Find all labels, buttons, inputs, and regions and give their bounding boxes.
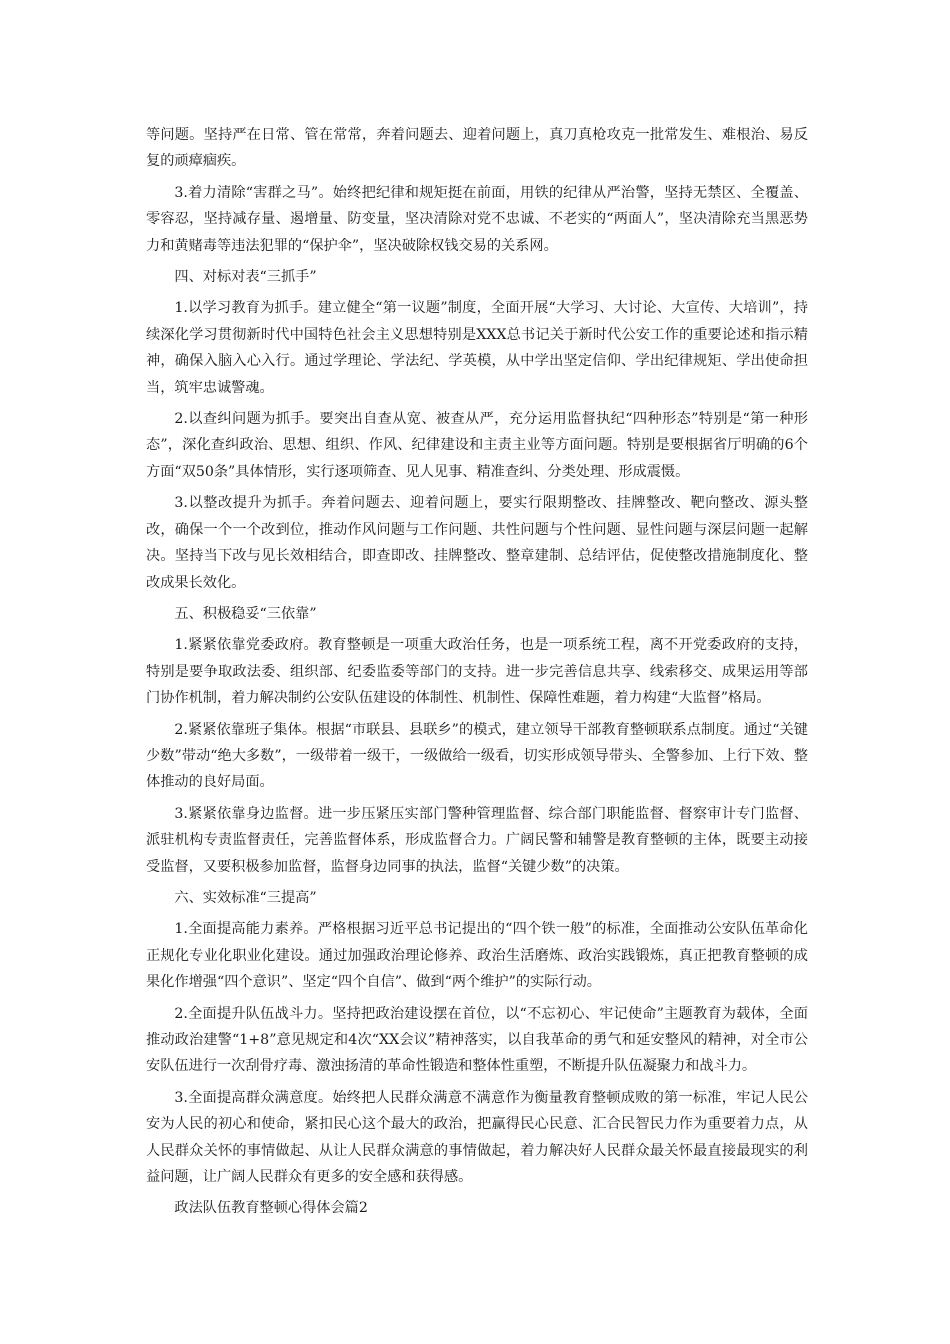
section-heading: 六、实效标准“三提高” [174, 889, 317, 906]
paragraph: 1.全面提高能力素养。严格根据习近平总书记提出的“四个铁一般”的标准，全面推动公安队伍革命化正规化专业化职业化建设。通过加强政治理论修养、政治生活磨炼、政治实践锻炼，真正把教育整顿的成果化作增强“四个意识”、坚定“四个自信”、做到“两个维护”的实际行动。 [146, 921, 808, 991]
paragraph-continuation: 等问题。坚持严在日常、管在常常，奔着问题去、迎着问题上，真刀真枪攻克一批常发生、难根治、易反复的顽瘴痼疾。 [146, 127, 808, 170]
section-heading: 四、对标对表“三抓手” [174, 269, 317, 286]
paragraph: 2.以查纠问题为抓手。要突出自查从宽、被查从严，充分运用监督执纪“四种形态”特别是“第一种形态”，深化查纠政治、思想、组织、作风、纪律建设和主责主业等方面问题。特别是要根据省厅明确的6个方面“双50条”具体情形，实行逐项筛查、见人见事、精准查纠、分类处理、形成震慑。 [146, 411, 808, 480]
article-title: 政法队伍教育整顿心得体会篇2 [174, 1200, 368, 1217]
paragraph: 2.紧紧依靠班子集体。根据“市联县、县联乡”的模式，建立领导干部教育整顿联系点制度。通过“关键少数”带动“绝大多数”，一级带着一级干，一级做给一级看，切实形成领导带头、全警参加、上行下效、整体推动的良好局面。 [146, 721, 808, 791]
paragraph: 3.全面提高群众满意度。始终把人民群众满意不满意作为衡量教育整顿成败的第一标准，牢记人民公安为人民的初心和使命，紧扣民心这个最大的政治，把赢得民心民意、汇合民智民力作为重要着力点，从人民群众关怀的事情做起、从让人民群众满意的事情做起，着力解决好人民群众最关怀最直接最现实的利益问题，让广阔人民群众有更多的安全感和获得感。 [146, 1089, 808, 1186]
paragraph: 1.以学习教育为抓手。建立健全“第一议题”制度，全面开展“大学习、大讨论、大宣传、大培训”，持续深化学习贯彻新时代中国特色社会主义思想特别是XXX总书记关于新时代公安工作的重要论述和指示精神，确保入脑入心入行。通过学理论、学法纪、学英模，从中学出坚定信仰、学出纪律规矩、学出使命担当，筑牢忠诚警魂。 [146, 300, 808, 396]
paragraph: 3.以整改提升为抓手。奔着问题去、迎着问题上，要实行限期整改、挂牌整改、靶向整改、源头整改，确保一个一个改到位，推动作风问题与工作问题、共性问题与个性问题、显性问题与深层问题一起解决。坚持当下改与见长效相结合，即查即改、挂牌整改、整章建制、总结评估，促使整改措施制度化、整改成果长效化。 [146, 495, 808, 591]
document-body [146, 122, 808, 1227]
paragraph: 2.全面提升队伍战斗力。坚持把政治建设摆在首位，以“不忘初心、牢记使命”主题教育为载体，全面推动政治建警“1+8”意见规定和4次“XX会议”精神落实，以自我革命的勇气和延安整风的精神，对全市公安队伍进行一次刮骨疗毒、激浊扬清的革命性锻造和整体性重塑，不断提升队伍凝聚力和战斗力。 [146, 1005, 808, 1075]
paragraph: 3.紧紧依靠身边监督。进一步压紧压实部门警种管理监督、综合部门职能监督、督察审计专门监督、派驻机构专责监督责任，完善监督体系，形成监督合力。广阔民警和辅警是教育整顿的主体，既要主动接受监督，又要积极参加监督，监督身边同事的执法，监督“关键少数”的决策。 [146, 805, 808, 875]
section-heading: 五、积极稳妥“三依靠” [174, 605, 317, 622]
paragraph: 3.着力清除“害群之马”。始终把纪律和规矩挺在前面，用铁的纪律从严治警，坚持无禁区、全覆盖、零容忍，坚持减存量、遏增量、防变量，坚决清除对党不忠诚、不老实的“两面人”，坚决清除充当黑恶势力和黄赌毒等违法犯罪的“保护伞”，坚决破除权钱交易的关系网。 [146, 184, 808, 254]
paragraph: 1.紧紧依靠党委政府。教育整顿是一项重大政治任务，也是一项系统工程，离不开党委政府的支持，特别是要争取政法委、组织部、纪委监委等部门的支持。进一步完善信息共享、线索移交、成果运用等部门协作机制，着力解决制约公安队伍建设的体制性、机制性、保障性难题，着力构建“大监督”格局。 [146, 637, 808, 707]
